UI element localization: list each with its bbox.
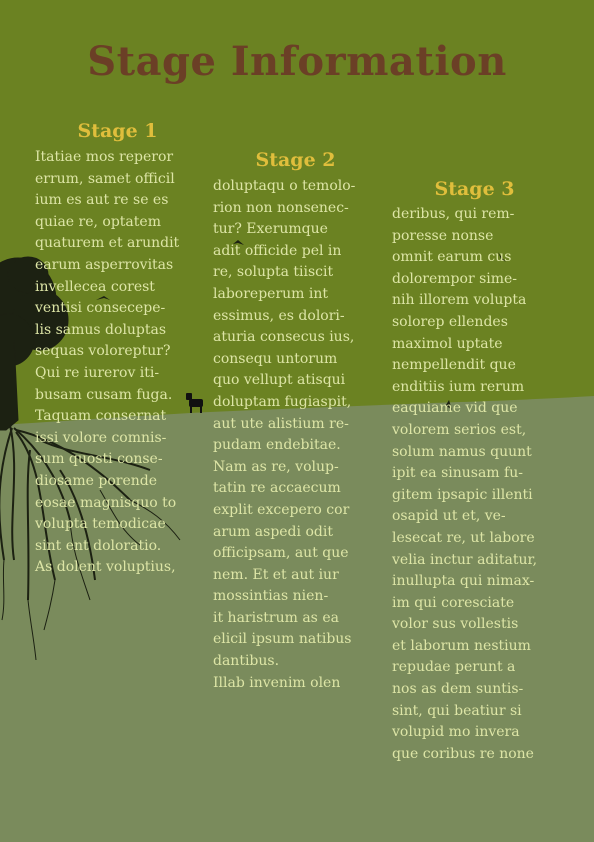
stage-1-heading: Stage 1 [77, 120, 158, 142]
stage-1-text: Itatiae mos reperor errum, samet officil ium es aut re se es quiae re, optatem quaturem et arundit earum asperrovitas invellecea corest ventisi consecepe- lis samus doluptas sequas voloreptur? Qui re iurerov iti- busam cusam fuga. Taquam consernat issi volore comnis- sum quosti conse- diosame porende eosae magnisquo to volupta temodicae sint ent doloratio. As dolent voluptius, [35, 149, 180, 576]
stage-3-heading: Stage 3 [434, 178, 515, 200]
stage-2-heading: Stage 2 [255, 149, 336, 171]
stage-3-text: deribus, qui rem- poresse nonse omnit earum cus dolorempor sime- nih illorem volupta solorep ellendes maximol uptate nempellendit que enditiis ium rerum eaquiame vid que volorem serios est, solum namus quunt ipit ea sinusam fu- gitem ipsapic illenti osapid ut et, ve- lesecat re, ut labore velia inctur aditatur, inullupta qui nimax- im qui coresciate volor sus vollestis et laborum nestium repudae perunt a nos as dem suntis- sint, qui beatiur si volupid mo invera que coribus re none [392, 206, 538, 762]
page-title: Stage Information [87, 38, 507, 85]
stage-2-text: doluptaqu o temolo- rion non nonsenec- tur? Exerumque adit officide pel in re, solupta tiiscit laboreperum int essimus, es dolori- aturia consecus ius, consequ untorum quo vellupt atisqui doluptam fugiaspit, aut ute alistium re- pudam endebitae. Nam as re, volup- tatin re accaecum explit excepero cor arum aspedi odit officipsam, aut que nem. Et et aut iur mossintias nien- it haristrum as ea elicil ipsum natibus dantibus. Illab invenim olen [213, 178, 356, 691]
